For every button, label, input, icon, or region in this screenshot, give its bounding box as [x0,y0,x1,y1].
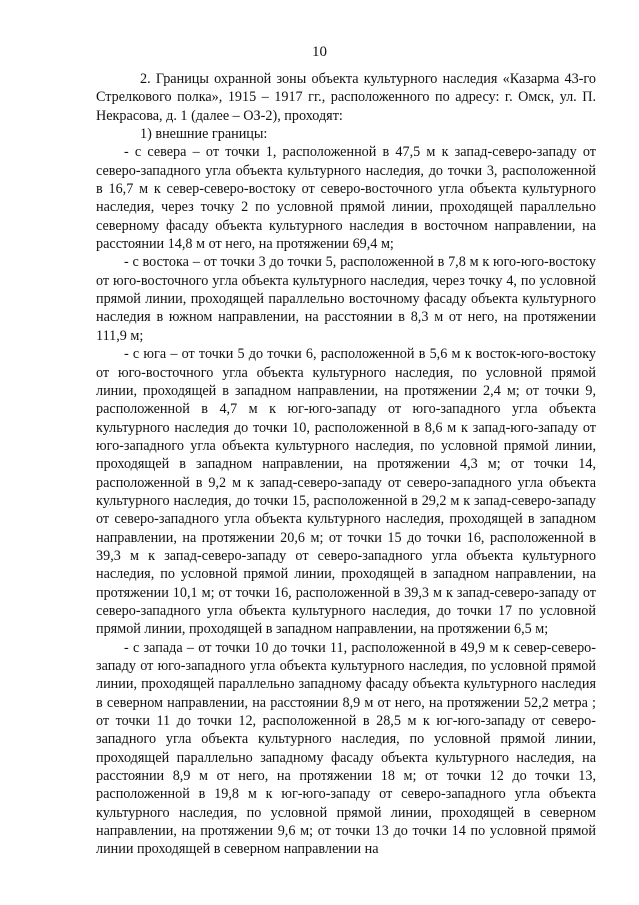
paragraph-section-2-intro: 2. Границы охранной зоны объекта культурного наследия «Казарма 43-го Стрелкового полка», 1915 – 1917 гг., расположенного по адресу: г. Омск, ул. П. Некрасова, д. 1 (далее – ОЗ-2), проходят: [96,71,596,124]
page-number: 10 [312,44,327,60]
paragraph-external-borders-heading: 1) внешние границы: [140,126,268,143]
paragraph-south-border: - с юга – от точки 5 до точки 6, расположенной в 5,6 м к восток-юго-востоку от юго-восточного угла объекта культурного наследия, по условной прямой линии, проходящей в западном направлении, на протяжении 2,4 м; от точки 9, расположенной в 4,7 м к юг-юго-западу от юго-западного угла объекта культурного наследия до точки 10, расположенной в 8,6 м к запад-юго-западу от юго-западного угла объекта культурного наследия, по условной прямой линии, проходящей в западном направлении, на протяжении 4,3 м; от точки 14, расположенной в 9,2 м к запад-северо-западу от северо-западного угла объекта культурного наследия, до точки 15, расположенной в 29,2 м к запад-северо-западу от северо-западного угла объекта культурного наследия, проходящей в западном направлении, на протяжении 20,6 м; от точки 15 до точки 16, расположенной в 39,3 м к запад-северо-западу от северо-западного угла объекта культурного наследия, по условной прямой линии, проходящей в западном направлении, на протяжении 10,1 м; от точки 16, расположенной в 39,3 м к запад-северо-западу от северо-западного угла объекта культурного наследия, до точки 17 по условной прямой линии, проходящей в западном направлении, на протяжении 6,5 м; [96,346,596,638]
paragraph-east-border: - с востока – от точки 3 до точки 5, расположенной в 7,8 м к юго-юго-востоку от юго-восточного угла объекта культурного наследия, через точку 4, по условной прямой линии, проходящей параллельно восточному фасаду объекта культурного наследия в южном направлении, на расстоянии в 8,3 м от него, на протяжении 111,9 м; [96,254,596,344]
paragraph-north-border: - с севера – от точки 1, расположенной в 47,5 м к запад-северо-западу от северо-западного угла объекта культурного наследия, до точки 3, расположенной в 16,7 м к север-северо-востоку от северо-восточного угла объекта культурного наследия, через точку 2 по условной прямой линии, проходящей параллельно северному фасаду объекта культурного наследия в восточном направлении, на расстоянии 14,8 м от него, на протяжении 69,4 м; [96,144,596,253]
document-body [96,70,596,859]
paragraph-west-border: - с запада – от точки 10 до точки 11, расположенной в 49,9 м к север-северо-западу от юго-западного угла объекта культурного наследия, по условной прямой линии, проходящей параллельно западному фасаду объекта культурного наследия в северном направлении, на расстоянии 8,9 м от него, на протяжении 52,2 метра ; от точки 11 до точки 12, расположенной в 28,5 м к юг-юго-западу от северо-западного угла объекта культурного наследия, по условной прямой линии, проходящей параллельно западному фасаду объекта культурного наследия, на расстоянии 8,9 м от него, на протяжении 18 м; от точки 12 до точки 13, расположенной в 19,8 м к юг-юго-западу от северо-западного угла объекта культурного наследия, по условной прямой линии, проходящей в северном направлении, на протяжении 9,6 м; от точки 13 до точки 14 по условной прямой линии проходящей в северном направлении на [96,639,596,858]
